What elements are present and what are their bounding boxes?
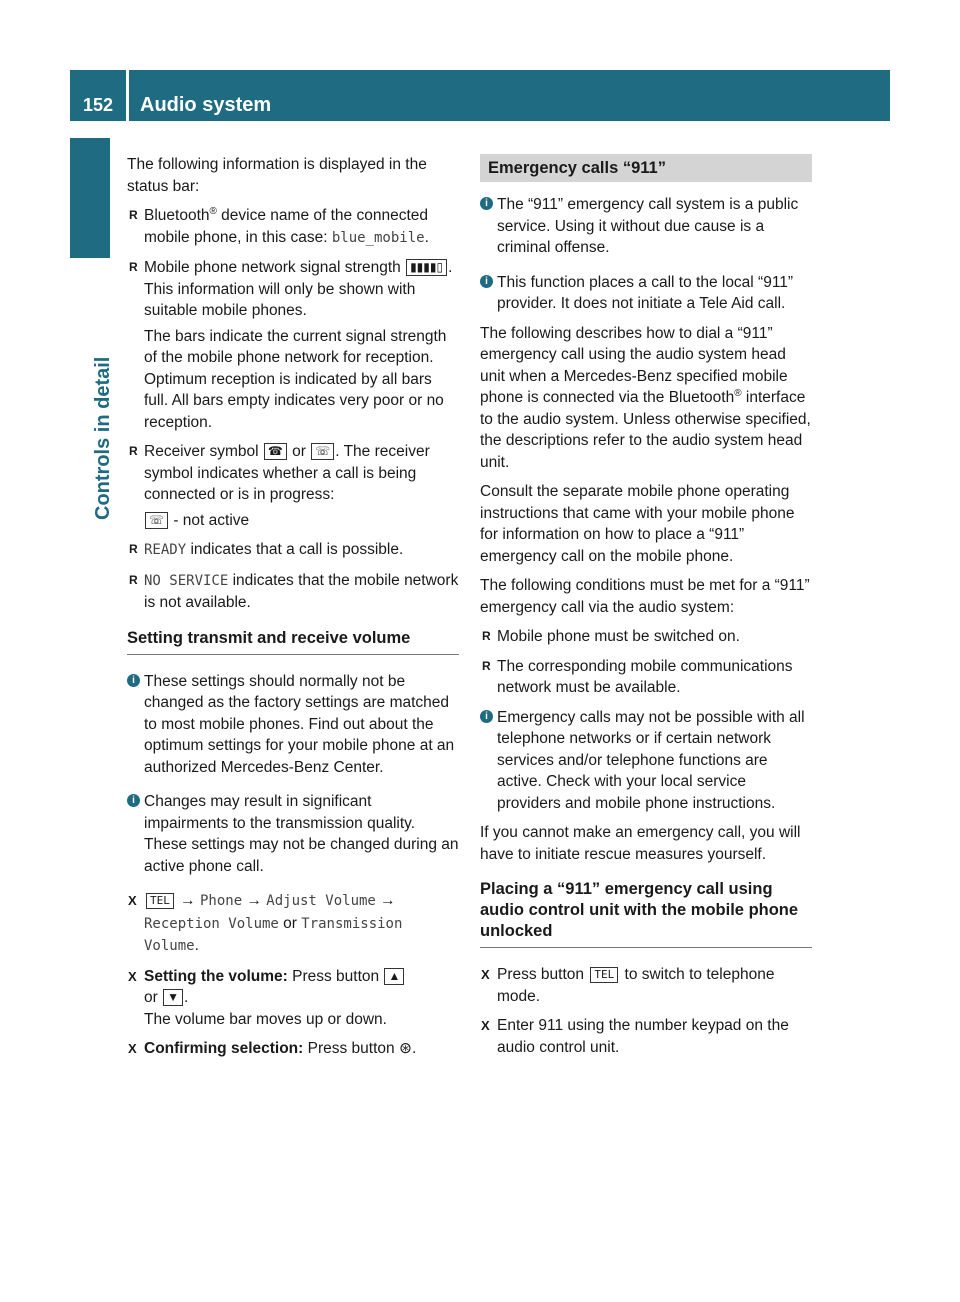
signal-bars-icon: ▮▮▮▮▯: [406, 259, 447, 276]
step-press-tel: X Press button TEL to switch to telephone mode.: [480, 964, 812, 1007]
status-intro: The following information is displayed in the status bar:: [127, 156, 427, 195]
bullet-network: R The corresponding mobile communications network must be available.: [480, 656, 812, 699]
info-icon: i: [127, 674, 140, 687]
down-arrow-icon: ▼: [163, 989, 183, 1006]
confirm-button-icon: ⊛: [398, 1040, 412, 1057]
paragraph-dial-description: The following describes how to dial a “911” emergency call using the audio system head unit when a Mercedes-Benz specified mobile phone is connected via the Bluetooth® interface to the audio system. Unless otherwise specified, the descriptions refer to the audio system head unit.: [480, 324, 811, 471]
header-divider: [126, 70, 129, 121]
section-label: Controls in detail: [92, 356, 114, 520]
section-heading-placing-call: Placing a “911” emergency call using audio control unit with the mobile phone unlocked: [480, 879, 812, 948]
volume-bar-note: The volume bar moves up or down.: [144, 1010, 387, 1028]
up-arrow-icon: ▲: [384, 968, 404, 985]
info-note-factory: i These settings should normally not be changed as the factory settings are matched to most mobile phones. Find out about the optimum settings for your mobile phone at an authorized Mercedes-Benz Center.: [127, 671, 459, 779]
left-column: [127, 154, 459, 1068]
step-confirm: X Confirming selection: Press button ⊛.: [127, 1038, 459, 1060]
info-note-networks: i Emergency calls may not be possible with all telephone networks or if certain network services and/or telephone functions are active. Check with your local service providers and mobile phone instructions.: [480, 707, 812, 815]
info-icon: i: [480, 275, 493, 288]
paragraph-rescue: If you cannot make an emergency call, you will have to initiate rescue measures yourself.: [480, 824, 801, 863]
page-title: Audio system: [140, 94, 272, 116]
receiver-inactive-icon: ☏: [145, 512, 168, 529]
step-enter-911: X Enter 911 using the number keypad on the audio control unit.: [480, 1015, 812, 1058]
info-icon: i: [480, 710, 493, 723]
bullet-no-service: R NO SERVICE indicates that the mobile network is not available.: [127, 570, 459, 614]
info-note-impairment: i Changes may result in significant impairments to the transmission quality. These settings may not be changed during an active phone call.: [127, 791, 459, 877]
bullet-switched-on: R Mobile phone must be switched on.: [480, 626, 812, 648]
paragraph-conditions: The following conditions must be met for a “911” emergency call via the audio system:: [480, 577, 810, 616]
paragraph-consult: Consult the separate mobile phone operating instructions that came with your mobile phone for information on how to place a “911” emergency call on the mobile phone.: [480, 483, 795, 565]
step-set-volume: X Setting the volume: Press button ▲ or ▼ . The volume bar moves up or down.: [127, 966, 459, 1031]
step-menu-path: X TEL → Phone → Adjust Volume → Reception Volume or Transmission Volume.: [127, 890, 459, 958]
signal-explanation: The bars indicate the current signal strength of the mobile phone network for reception. Optimum reception is indicated by all bars full. All bars empty indicates very poor or no reception.: [144, 327, 447, 431]
bullet-signal: R Mobile phone network signal strength ▮▮▮▮▯ . This information will only be shown with suitable mobile phones. The bars indicate the current signal strength of the mobile phone network for reception. Optimum reception is indicated by all bars full. All bars empty indicates very poor or no reception.: [127, 257, 459, 433]
bullet-receiver: R Receiver symbol ☎ or ☏ . The receiver symbol indicates whether a call is being connected or is in progress: ☏ - not active: [127, 441, 459, 531]
tel-key-icon: TEL: [146, 893, 174, 909]
bullet-ready: R READY indicates that a call is possible.: [127, 539, 459, 562]
info-note-local-provider: i This function places a call to the local “911” provider. It does not initiate a Tele Aid call.: [480, 272, 812, 315]
tel-key-icon: TEL: [590, 967, 618, 983]
section-sidebar: [70, 138, 110, 258]
receiver-inactive-note: ☏ - not active: [144, 510, 459, 532]
receiver-inactive-icon: ☏: [311, 443, 334, 460]
page-header: [70, 70, 890, 121]
section-heading-emergency: Emergency calls “911”: [480, 154, 812, 182]
right-column: [480, 154, 812, 1066]
page-number: 152: [82, 95, 114, 115]
receiver-active-icon: ☎: [264, 443, 287, 460]
section-heading-volume: Setting transmit and receive volume: [127, 628, 459, 655]
info-icon: i: [127, 794, 140, 807]
bullet-bluetooth: R Bluetooth® device name of the connected mobile phone, in this case: blue_mobile.: [127, 205, 459, 249]
info-icon: i: [480, 197, 493, 210]
info-note-public-service: i The “911” emergency call system is a public service. Using it without due cause is a criminal offense.: [480, 194, 812, 259]
